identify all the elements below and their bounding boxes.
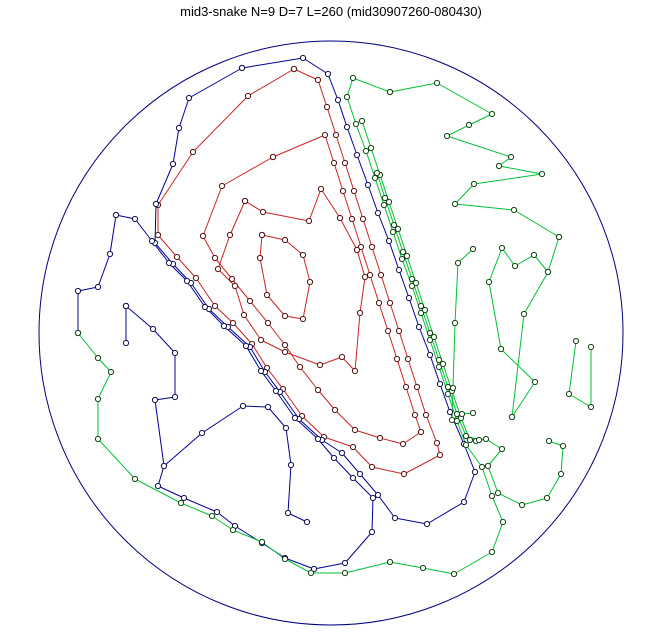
blue-snake-vertex-marker [350, 475, 355, 480]
red-snake-vertex-marker [190, 149, 195, 154]
blue-snake-vertex-marker [437, 381, 442, 386]
blue-snake-vertex-marker [161, 463, 166, 468]
red-snake-vertex-marker [174, 254, 179, 259]
green-snake-vertex-marker [434, 80, 439, 85]
green-snake-path [512, 272, 548, 417]
green-snake-vertex-marker [374, 170, 379, 175]
green-snake-vertex-marker [531, 252, 536, 257]
blue-snake-vertex-marker [357, 471, 362, 476]
green-snake-vertex-marker [451, 571, 456, 576]
green-snake-vertex-marker [450, 385, 455, 390]
green-snake-vertex-marker [342, 570, 347, 575]
blue-snake-vertex-marker [300, 55, 305, 60]
green-snake-vertex-marker [420, 565, 425, 570]
green-snake-vertex-marker [452, 320, 457, 325]
blue-snake-vertex-marker [221, 323, 226, 328]
red-snake-path [218, 189, 365, 371]
blue-snake-vertex-marker [304, 519, 309, 524]
blue-snake-vertex-marker [447, 409, 452, 414]
green-snake-vertex-marker [496, 163, 501, 168]
green-snake-vertex-marker [459, 411, 464, 416]
red-snake-vertex-marker [229, 276, 234, 281]
red-snake-vertex-marker [282, 313, 287, 318]
green-snake-vertex-marker [387, 559, 392, 564]
red-snake-vertex-marker [245, 93, 250, 98]
red-snake-vertex-marker [212, 303, 217, 308]
blue-snake-vertex-marker [170, 161, 175, 166]
red-snake-vertex-marker [414, 384, 419, 389]
red-snake-vertex-marker [318, 186, 323, 191]
blue-snake-vertex-marker [396, 267, 401, 272]
red-snake-vertex-marker [219, 183, 224, 188]
green-snake-vertex-marker [588, 344, 593, 349]
blue-snake-vertex-marker [155, 483, 160, 488]
red-snake-vertex-marker [331, 160, 336, 165]
green-snake-vertex-marker [498, 346, 503, 351]
green-snake-vertex-marker [545, 269, 550, 274]
red-snake-vertex-marker [376, 300, 381, 305]
green-snake-vertex-marker [454, 411, 459, 416]
green-snake-vertex-marker [486, 279, 491, 284]
green-snake-path [78, 78, 503, 574]
blue-snake-path [116, 215, 373, 569]
blue-snake-vertex-marker [184, 278, 189, 283]
blue-snake-vertex-marker [461, 499, 466, 504]
green-snake-vertex-marker [489, 493, 494, 498]
red-snake-vertex-marker [259, 232, 264, 237]
green-snake-vertex-marker [539, 171, 544, 176]
red-snake-vertex-marker [200, 233, 205, 238]
green-snake-path [362, 121, 563, 505]
green-snake-vertex-marker [463, 433, 468, 438]
red-snake-vertex-marker [351, 188, 356, 193]
green-snake-vertex-marker [544, 495, 549, 500]
red-snake-vertex-marker [282, 342, 287, 347]
green-snake-path [452, 249, 473, 420]
blue-snake-vertex-marker [283, 425, 288, 430]
red-snake-vertex-marker [322, 132, 327, 137]
green-snake-vertex-marker [178, 500, 183, 505]
red-snake-vertex-marker [349, 216, 354, 221]
blue-snake-vertex-marker [113, 212, 118, 217]
green-snake-vertex-marker [470, 410, 475, 415]
red-snake-vertex-marker [282, 237, 287, 242]
green-snake-vertex-marker [359, 118, 364, 123]
green-snake-vertex-marker [499, 245, 504, 250]
blue-snake-vertex-marker [325, 71, 330, 76]
blue-snake-vertex-marker [258, 368, 263, 373]
red-snake-vertex-marker [230, 320, 235, 325]
green-snake-vertex-marker [372, 175, 377, 180]
blue-snake-vertex-marker [166, 260, 171, 265]
blue-snake-vertex-marker [172, 350, 177, 355]
green-snake-vertex-marker [390, 229, 395, 234]
green-snake-vertex-marker [436, 357, 441, 362]
red-snake-vertex-marker [367, 272, 372, 277]
red-snake-vertex-marker [401, 471, 406, 476]
red-snake-vertex-marker [265, 320, 270, 325]
green-snake-vertex-marker [382, 195, 387, 200]
blue-snake-vertex-marker [149, 238, 154, 243]
red-snake-vertex-marker [369, 464, 374, 469]
red-snake-vertex-marker [258, 337, 263, 342]
green-snake-vertex-marker [519, 502, 524, 507]
green-snake-vertex-marker [75, 330, 80, 335]
red-snake-vertex-marker [333, 132, 338, 137]
green-snake-vertex-marker [512, 263, 517, 268]
blue-snake-vertex-marker [339, 450, 344, 455]
green-snake-vertex-marker [350, 75, 355, 80]
green-snake-vertex-marker [463, 442, 468, 447]
blue-snake-vertex-marker [288, 462, 293, 467]
blue-snake-vertex-marker [199, 430, 204, 435]
blue-snake-path [155, 58, 475, 524]
green-snake-vertex-marker [521, 311, 526, 316]
red-snake-vertex-marker [357, 310, 362, 315]
green-snake-vertex-marker [566, 391, 571, 396]
green-snake-vertex-marker [558, 471, 563, 476]
blue-snake-vertex-marker [186, 95, 191, 100]
red-snake-vertex-marker [377, 435, 382, 440]
green-snake-vertex-marker [455, 260, 460, 265]
blue-snake-vertex-marker [75, 288, 80, 293]
red-snake-vertex-marker [264, 292, 269, 297]
red-snake-vertex-marker [423, 412, 428, 417]
red-snake-vertex-marker [227, 232, 232, 237]
red-snake-path [260, 235, 310, 319]
green-snake-vertex-marker [560, 443, 565, 448]
blue-snake-vertex-marker [239, 65, 244, 70]
blue-snake-vertex-marker [285, 510, 290, 515]
green-snake-vertex-marker [546, 438, 551, 443]
green-snake-vertex-marker [132, 476, 137, 481]
green-snake-vertex-marker [452, 201, 457, 206]
blue-snake-vertex-marker [427, 352, 432, 357]
red-snake-vertex-marker [362, 274, 367, 279]
green-snake-vertex-marker [95, 355, 100, 360]
green-snake-path [489, 237, 559, 417]
red-snake-vertex-marker [270, 154, 275, 159]
green-snake-vertex-marker [391, 222, 396, 227]
blue-snake-vertex-marker [172, 394, 177, 399]
blue-snake-vertex-marker [375, 492, 380, 497]
red-snake-vertex-marker [352, 368, 357, 373]
blue-snake-vertex-marker [472, 469, 477, 474]
red-snake-vertex-marker [360, 216, 365, 221]
green-snake-vertex-marker [368, 145, 373, 150]
red-snake-vertex-marker [340, 188, 345, 193]
blue-snake-vertex-marker [95, 284, 100, 289]
green-snake-vertex-marker [556, 234, 561, 239]
green-snake-vertex-marker [445, 384, 450, 389]
green-snake-vertex-marker [532, 379, 537, 384]
red-snake-vertex-marker [396, 328, 401, 333]
blue-snake-vertex-marker [354, 152, 359, 157]
green-snake-vertex-marker [381, 202, 386, 207]
green-snake-vertex-marker [489, 111, 494, 116]
blue-snake-vertex-marker [202, 304, 207, 309]
red-snake-vertex-marker [339, 354, 344, 359]
green-snake-vertex-marker [282, 556, 287, 561]
red-snake-vertex-marker [232, 283, 237, 288]
plot-title: mid3-snake N=9 D=7 L=260 (mid30907260-080430) [180, 4, 482, 19]
red-snake-vertex-marker [400, 441, 405, 446]
green-snake-vertex-marker [444, 133, 449, 138]
green-snake-vertex-marker [387, 89, 392, 94]
red-snake-vertex-marker [403, 384, 408, 389]
green-snake-vertex-marker [95, 436, 100, 441]
green-snake-vertex-marker [427, 330, 432, 335]
red-snake-vertex-marker [300, 316, 305, 321]
blue-snake-vertex-marker [315, 436, 320, 441]
blue-snake-vertex-marker [365, 182, 370, 187]
green-snake-vertex-marker [470, 246, 475, 251]
green-snake-vertex-marker [418, 303, 423, 308]
blue-snake-vertex-marker [369, 529, 374, 534]
red-snake-vertex-marker [317, 362, 322, 367]
red-snake-vertex-marker [291, 66, 296, 71]
green-snake-vertex-marker [209, 513, 214, 518]
red-snake-vertex-marker [247, 298, 252, 303]
blue-snake-vertex-marker [181, 495, 186, 500]
blue-snake-vertex-marker [342, 560, 347, 565]
blue-snake-vertex-marker [292, 415, 297, 420]
blue-snake-vertex-marker [240, 403, 245, 408]
red-snake-vertex-marker [306, 218, 311, 223]
red-snake-vertex-marker [387, 300, 392, 305]
red-snake-vertex-marker [241, 312, 246, 317]
green-snake-vertex-marker [495, 490, 500, 495]
blue-snake-vertex-marker [150, 326, 155, 331]
red-snake-vertex-marker [378, 272, 383, 277]
green-snake-vertex-marker [363, 148, 368, 153]
blue-snake-path [78, 215, 116, 333]
green-snake-vertex-marker [230, 527, 235, 532]
green-snake-vertex-marker [471, 181, 476, 186]
green-snake-vertex-marker [400, 249, 405, 254]
blue-snake-vertex-marker [123, 340, 128, 345]
green-snake-vertex-marker [483, 436, 488, 441]
red-snake-vertex-marker [337, 215, 342, 220]
blue-snake-vertex-marker [107, 251, 112, 256]
green-snake-vertex-marker [508, 154, 513, 159]
green-snake-vertex-marker [573, 338, 578, 343]
boundary-circle [39, 41, 623, 625]
blue-snake-vertex-marker [123, 303, 128, 308]
red-snake-vertex-marker [193, 275, 198, 280]
blue-snake-vertex-marker [153, 201, 158, 206]
blue-snake-vertex-marker [176, 125, 181, 130]
red-snake-vertex-marker [434, 440, 439, 445]
green-snake-vertex-marker [499, 446, 504, 451]
green-snake-vertex-marker [489, 549, 494, 554]
green-snake-vertex-marker [479, 464, 484, 469]
red-snake-vertex-marker [412, 412, 417, 417]
blue-snake-vertex-marker [370, 495, 375, 500]
red-snake-vertex-marker [300, 252, 305, 257]
red-snake-vertex-marker [354, 247, 359, 252]
blue-snake-vertex-marker [335, 97, 340, 102]
blue-snake-vertex-marker [416, 324, 421, 329]
red-snake-vertex-marker [212, 255, 217, 260]
green-snake-vertex-marker [95, 396, 100, 401]
blue-snake-vertex-marker [406, 295, 411, 300]
green-snake-path [390, 83, 559, 237]
blue-snake-vertex-marker [265, 404, 270, 409]
red-snake-vertex-marker [242, 198, 247, 203]
red-snake-vertex-marker [369, 244, 374, 249]
green-snake-vertex-marker [449, 417, 454, 422]
green-snake-path [569, 341, 591, 407]
red-snake-vertex-marker [324, 104, 329, 109]
red-snake-vertex-marker [307, 279, 312, 284]
green-snake-vertex-marker [259, 539, 264, 544]
red-snake-vertex-marker [260, 209, 265, 214]
red-snake-vertex-marker [418, 429, 423, 434]
red-snake-vertex-marker [332, 407, 337, 412]
green-snake-vertex-marker [500, 519, 505, 524]
red-snake-vertex-marker [385, 328, 390, 333]
green-snake-vertex-marker [353, 121, 358, 126]
green-snake-vertex-marker [476, 437, 481, 442]
blue-snake-vertex-marker [375, 210, 380, 215]
blue-snake-vertex-marker [152, 397, 157, 402]
red-snake-vertex-marker [394, 356, 399, 361]
blue-snake-vertex-marker [243, 343, 248, 348]
green-snake-vertex-marker [485, 463, 490, 468]
blue-snake-vertex-marker [424, 521, 429, 526]
blue-snake-vertex-marker [331, 455, 336, 460]
blue-snake-vertex-marker [386, 238, 391, 243]
red-snake-vertex-marker [352, 427, 357, 432]
green-snake-vertex-marker [588, 404, 593, 409]
red-snake-vertex-marker [350, 444, 355, 449]
red-snake-vertex-marker [405, 356, 410, 361]
red-snake-vertex-marker [155, 232, 160, 237]
blue-snake-vertex-marker [132, 216, 137, 221]
blue-snake-vertex-marker [214, 509, 219, 514]
blue-snake-vertex-marker [392, 515, 397, 520]
red-snake-vertex-marker [342, 160, 347, 165]
green-snake-vertex-marker [509, 414, 514, 419]
red-snake-vertex-marker [215, 266, 220, 271]
green-snake-vertex-marker [308, 570, 313, 575]
green-snake-vertex-marker [409, 276, 414, 281]
blue-snake-vertex-marker [273, 388, 278, 393]
red-snake-vertex-marker [282, 349, 287, 354]
red-snake-vertex-marker [437, 452, 442, 457]
green-snake-vertex-marker [466, 122, 471, 127]
green-snake-vertex-marker [108, 369, 113, 374]
green-snake-vertex-marker [344, 94, 349, 99]
green-snake-vertex-marker [399, 256, 404, 261]
blue-snake-vertex-marker [344, 124, 349, 129]
red-snake-vertex-marker [257, 255, 262, 260]
red-snake-vertex-marker [315, 387, 320, 392]
red-snake-vertex-marker [315, 77, 320, 82]
red-snake-vertex-marker [297, 364, 302, 369]
green-snake-vertex-marker [511, 207, 516, 212]
